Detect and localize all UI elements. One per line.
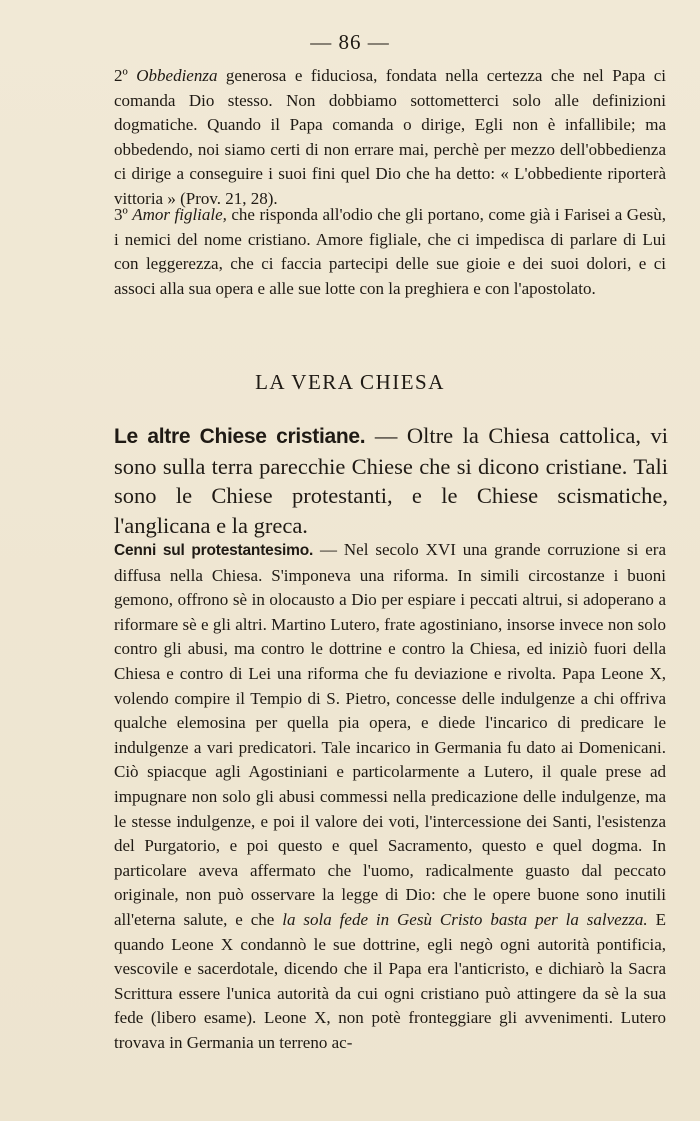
page-number: — 86 — <box>310 30 390 54</box>
paragraph-text: — Nel secolo XVI una grande corruzione si era diffusa nella Chiesa. S'imponeva una riforma. In simili circostanze i buoni gemono, offrono sè in olocausto a Dio per espiare i peccati altrui, si adoperano a riformare sè e gli altri. Martino Lutero, frate agostiniano, insorse invece non solo contro gli abusi, ma contro le dottrine e contro la Chiesa, ed iniziò fuori della Chiesa e contro di Lei una riforma che fu deviazione e rivolta. Papa Leone X, volendo compire il Tempio di S. Pietro, concesse delle indulgenze a chi offriva qualche elemosina per quella pia opera, e diede l'incarico di predicare le indulgenze a vari predicatori. Tale incarico in Germania fu dato ai Domenicani. Ciò spiacque agli Agostiniani e particolarmente a Lutero, il quale prese ad impugnare non solo gli abusi commessi nella predicazione delle indulgenze, ma le stesse indulgenze, e poi il valore dei voti, l'intercessione dei Santi, l'esistenza del Purgatorio, e poi questo e quel Sacramento, questo e quel dogma. In particolare aveva affermato che l'uomo, radicalmente guasto dal peccato originale, non può osservare la legge di Dio: che le opere buone sono inutili all'eterna salute, e che <box>114 540 667 929</box>
item-text: che risponda all'odio che gli portano, come già i Farisei a Gesù, i nemici del nome cristiano. Amore figliale, che ci impedisca di parlare di Lui con leggerezza, che ci faccia partecipi delle sue gioie e dei suoi dolori, e ci associ alla sua opera e alle sue lotte con la preghiera e con l'apostolato. <box>114 205 666 298</box>
paragraph-text-continued: E quando Leone X condannò le sue dottrine, egli negò ogni autorità pontificia, vescovile e sacerdotale, dicendo che il Papa era l'anticristo, e dichiarò la Sacra Scrittura essere l'unica autorità da cui ogni cristiano può attingere da sè la sua fede (libero esame). Leone X, non potè fronteggiare gli avvenimenti. Lutero trovava in Germania un terreno ac- <box>114 909 666 1052</box>
item-title: Obbedienza <box>136 66 218 85</box>
paragraph-text: — Oltre la Chiesa cattolica, vi sono sulla terra parecchie Chiese che si dicono cristiane. Tali sono le Chiese protestanti, e le Chiese scismatiche, l'anglicana e la greca. <box>114 423 668 538</box>
item-number: 2º <box>114 66 128 85</box>
item-text: generosa e fiduciosa, fondata nella certezza che nel Papa ci comanda Dio stesso. Non dobbiamo sottometterci solo alle definizioni dogmatiche. Quando il Papa comanda o dirige, Egli non è infallibile; ma obbedendo, noi siamo certi di non errare mai, perchè per mezzo dell'obbedienza ci dirige a conseguire i suoi fini quel Dio che ha detto: « L'obbediente riporterà vittoria » (Prov. 21, 28). <box>114 66 666 208</box>
paragraph-protestantesimo <box>114 538 666 1055</box>
paragraph-lead: Le altre Chiese cristiane. <box>114 425 366 448</box>
italic-phrase: la sola fede in Gesù Cristo basta per la salvezza. <box>282 909 648 929</box>
section-title: LA VERA CHIESA <box>255 370 445 394</box>
paragraph-amor-figliale <box>114 203 666 301</box>
paragraph-lead: Cenni sul protestantesimo. <box>114 542 314 559</box>
item-number: 3º <box>114 205 128 224</box>
item-title: Amor figliale, <box>132 205 227 224</box>
paragraph-altre-chiese <box>114 421 668 540</box>
paragraph-obbedienza <box>114 64 666 212</box>
